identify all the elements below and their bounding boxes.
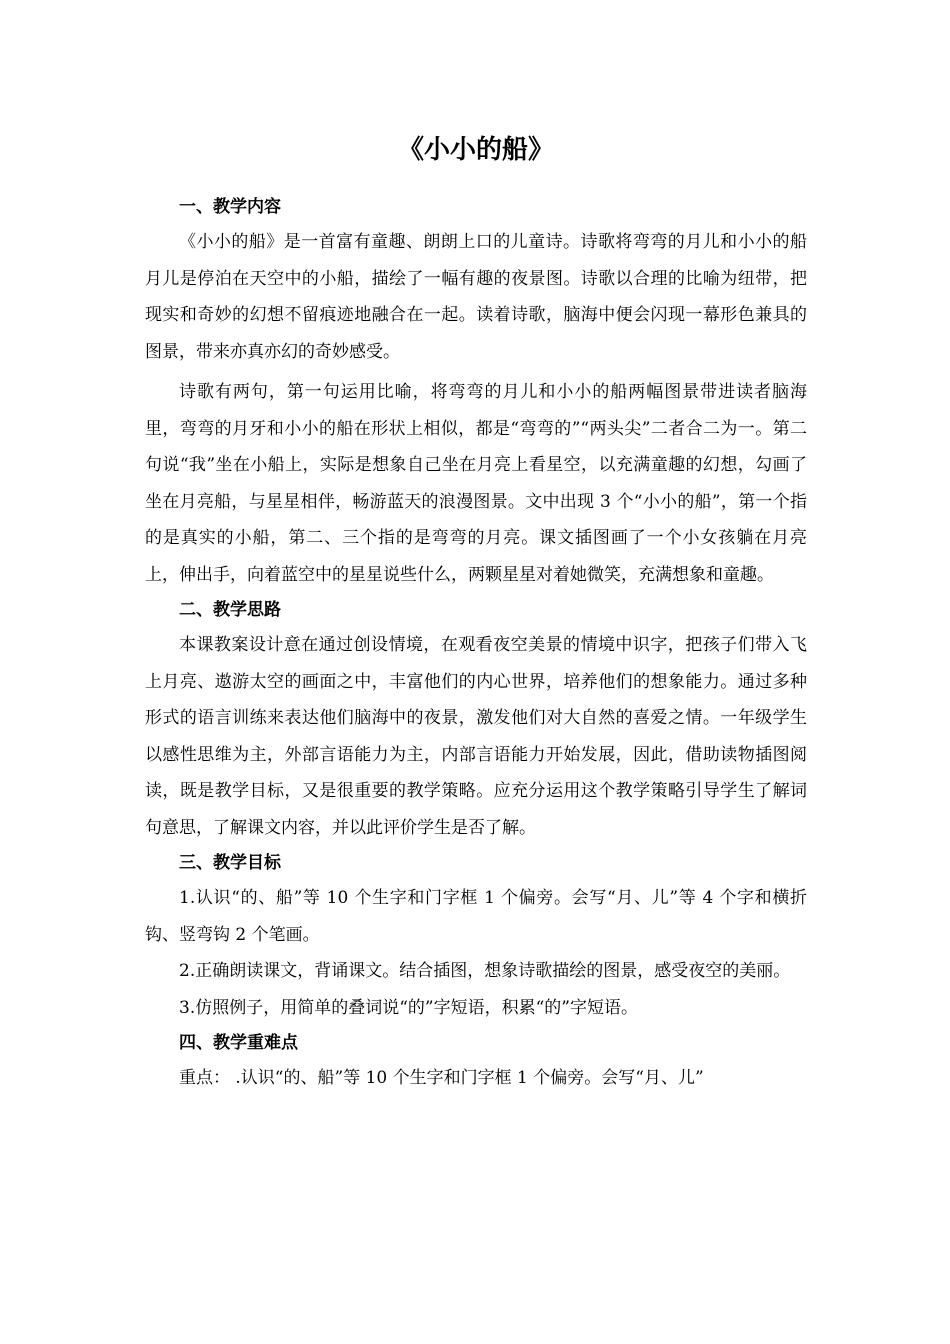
- paragraph: 本课教案设计意在通过创设情境，在观看夜空美景的情境中识字，把孩子们带入飞上月亮、遨游太空的画面之中，丰富他们的内心世界，培养他们的想象能力。通过多种形式的语言训练来表达他们脑海中的夜景，激发他们对大自然的喜爱之情。一年级学生以感性思维为主，外部言语能力为主，内部言语能力开始发展，因此，借助读物插图阅读，既是教学目标，又是很重要的教学策略。应充分运用这个教学策略引导学生了解词句意思，了解课文内容，并以此评价学生是否了解。: [145, 635, 807, 838]
- section-teaching-goals: [145, 846, 807, 1026]
- section-heading: 二、教学思路: [179, 600, 281, 620]
- paragraph: 诗歌有两句，第一句运用比喻，将弯弯的月儿和小小的船两幅图景带进读者脑海里，弯弯的月牙和小小的船在形状上相似，都是“弯弯的”“两头尖”二者合二为一。第二句说“我”坐在小船上，实际是想象自己坐在月亮上看星空，以充满童趣的幻想，勾画了坐在月亮船，与星星相伴，畅游蓝天的浪漫图景。文中出现 3 个“小小的船”，第一个指的是真实的小船，第二、三个指的是弯弯的月亮。课文插图画了一个小女孩躺在月亮上，伸出手，向着蓝空中的星星说些什么，两颗星星对着她微笑，充满想象和童趣。: [145, 382, 807, 585]
- section-heading: 一、教学内容: [179, 197, 281, 217]
- section-teaching-approach: [145, 593, 807, 846]
- document-title: 《小小的船》: [397, 135, 554, 165]
- goal-item: 3.仿照例子，用简单的叠词说“的”字短语，积累“的”字短语。: [179, 997, 638, 1018]
- goal-item: 1.认识“的、船”等 10 个生字和门字框 1 个偏旁。会写“月、儿”等 4 个字和横折钩、竖弯钩 2 个笔画。: [145, 888, 807, 945]
- document-page: [145, 130, 807, 1097]
- paragraph: 重点： .认识“的、船”等 10 个生字和门字框 1 个偏旁。会写“月、儿”: [179, 1068, 704, 1088]
- paragraph: 《小小的船》是一首富有童趣、朗朗上口的儿童诗。诗歌将弯弯的月儿和小小的船月儿是停泊在天空中的小船，描绘了一幅有趣的夜景图。诗歌以合理的比喻为纽带，把现实和奇妙的幻想不留痕迹地融合在一起。读着诗歌，脑海中便会闪现一幕形色兼具的图景，带来亦真亦幻的奇妙感受。: [145, 232, 807, 362]
- section-teaching-content: [145, 190, 807, 593]
- section-heading: 三、教学目标: [179, 853, 281, 873]
- goal-item: 2.正确朗读课文，背诵课文。结合插图，想象诗歌描绘的图景，感受夜空的美丽。: [179, 961, 791, 981]
- section-heading: 四、教学重难点: [179, 1033, 298, 1053]
- section-key-difficulties: [145, 1026, 807, 1097]
